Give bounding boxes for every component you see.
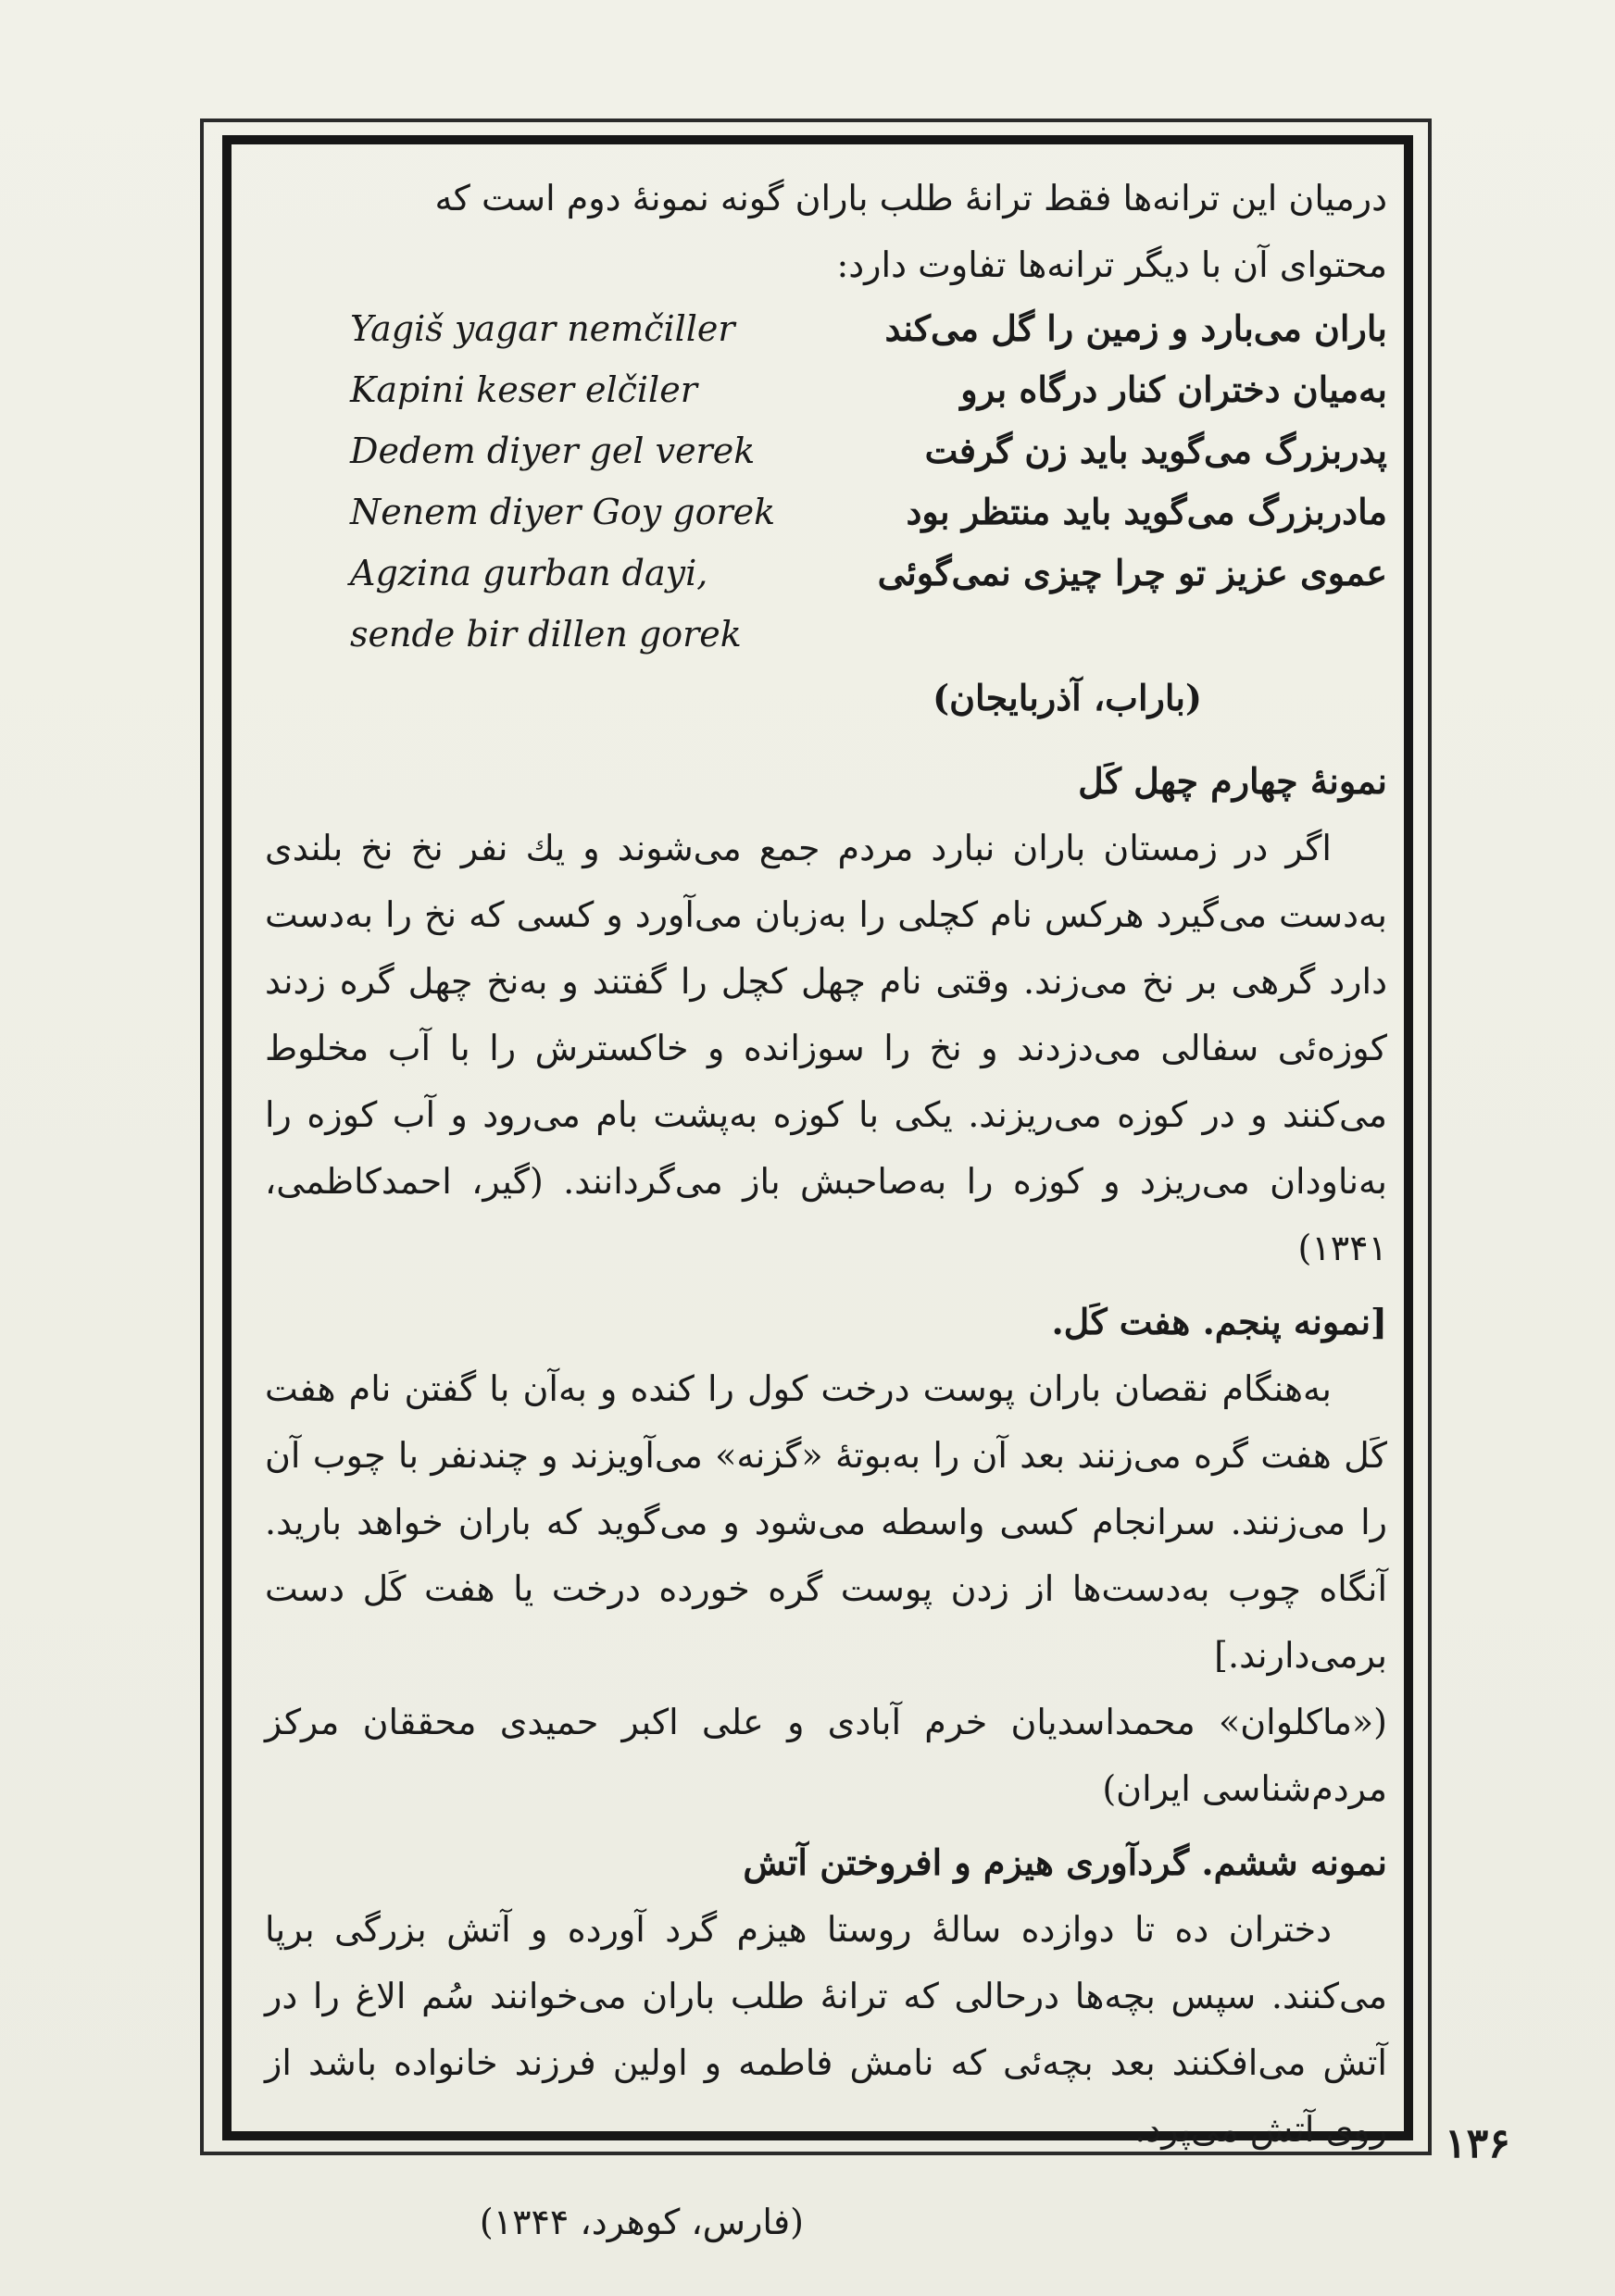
section-6-body: دختران ده تا دوازده سالهٔ روستا هیزم گرد آورده و آتش بزرگی برپا می‌کنند. سپس بچه‌ها درحالی که ترانهٔ طلب باران می‌خوانند سُم الاغ را در آتش می‌افکنند بعد بچه‌ئی که نامش فاطمه و اولین فرزند خانواده باشد از روی آتش می‌پرد. [265, 1909, 1387, 2150]
verse-persian: به‌میان دختران کنار درگاه برو [960, 368, 1387, 410]
section-5-source: («ماکلوان» محمداسدیان خرم آبادی و علی اکبر حمیدی محققان مرکز مردم‌شناسی ایران) [265, 1702, 1387, 1809]
verse-row [265, 481, 1387, 543]
section-5-heading: [نمونه پنجم. هفت کَل. [1051, 1301, 1387, 1342]
verse-transliteration: Agzina gurban dayi, [350, 553, 708, 593]
intro-line-1: درمیان این ترانه‌ها فقط ترانهٔ طلب باران گونه نمونهٔ دوم است که [434, 178, 1387, 218]
verse-persian: باران می‌بارد و زمین را گل می‌کند [884, 307, 1387, 349]
section-6-heading: نمونه ششم. گردآوری هیزم و افروختن آتش [743, 1841, 1387, 1883]
verse-persian: مادربزرگ می‌گوید باید منتظر بود [906, 491, 1387, 532]
intro-line-2: محتوای آن با دیگر ترانه‌ها تفاوت دارد: [836, 244, 1387, 285]
page-number: ۱۳۶ [1445, 2120, 1510, 2167]
section-4-body: اگر در زمستان باران نبارد مردم جمع می‌شوند و یك نفر نخ نخ بلندی به‌دست می‌گیرد هرکس نام کچلی را به‌زبان می‌آورد و کسی که نخ را به‌دست دارد گرهی بر نخ می‌زند. وقتی نام چهل کچل را گفتند و به‌نخ چهل گره زدند کوزه‌ئی سفالی می‌دزدند و نخ را سوزانده و خاکسترش را با آب مخلوط می‌کنند و در کوزه می‌ریزند. یکی با کوزه به‌پشت بام می‌رود و آب کوزه را به‌ناودان می‌ریزد و کوزه را به‌صاحبش باز می‌گردانند. (گیر، احمدکاظمی، ۱۳۴۱) [265, 828, 1387, 1268]
verse-row [265, 604, 1387, 665]
verse-row [265, 359, 1387, 420]
page-content [265, 165, 1387, 2255]
section-6-source: (فارس، کوهرد، ۱۳۴۴) [479, 2202, 804, 2242]
section-5-body: به‌هنگام نقصان باران پوست درخت کول را کنده و به‌آن با گفتن نام هفت کَل هفت گره می‌زنند بعد آن را به‌بوتهٔ «گزنه» می‌آویزند و چندنفر با چوب آن را می‌زنند. سرانجام کسی واسطه می‌شود و می‌گوید که باران خواهد بارید. آنگاه چوب به‌دست‌ها از زدن پوست گره خورده درخت یا هفت کَل دست برمی‌دارند.] [265, 1368, 1387, 1676]
verse-persian: پدربزرگ می‌گوید باید زن گرفت [924, 430, 1387, 471]
verse-transliteration: Dedem diyer gel verek [350, 430, 756, 471]
verse-transliteration: sende bir dillen gorek [350, 614, 742, 655]
verse-transliteration: Yagiš yagar nemčiller [350, 308, 735, 349]
verse-block [265, 298, 1387, 731]
verse-row [265, 298, 1387, 359]
section-4-heading: نمونهٔ چهارم چهل کَل [1078, 760, 1387, 802]
verse-transliteration: Kapini keser elčiler [350, 369, 697, 410]
verse-row [265, 543, 1387, 604]
verses-source: (باراب، آذربایجان) [933, 677, 1202, 718]
verse-transliteration: Nenem diyer Goy gorek [350, 492, 776, 532]
verse-persian: عموی عزیز تو چرا چیزی نمی‌گوئی [877, 552, 1387, 593]
verse-row [265, 420, 1387, 481]
